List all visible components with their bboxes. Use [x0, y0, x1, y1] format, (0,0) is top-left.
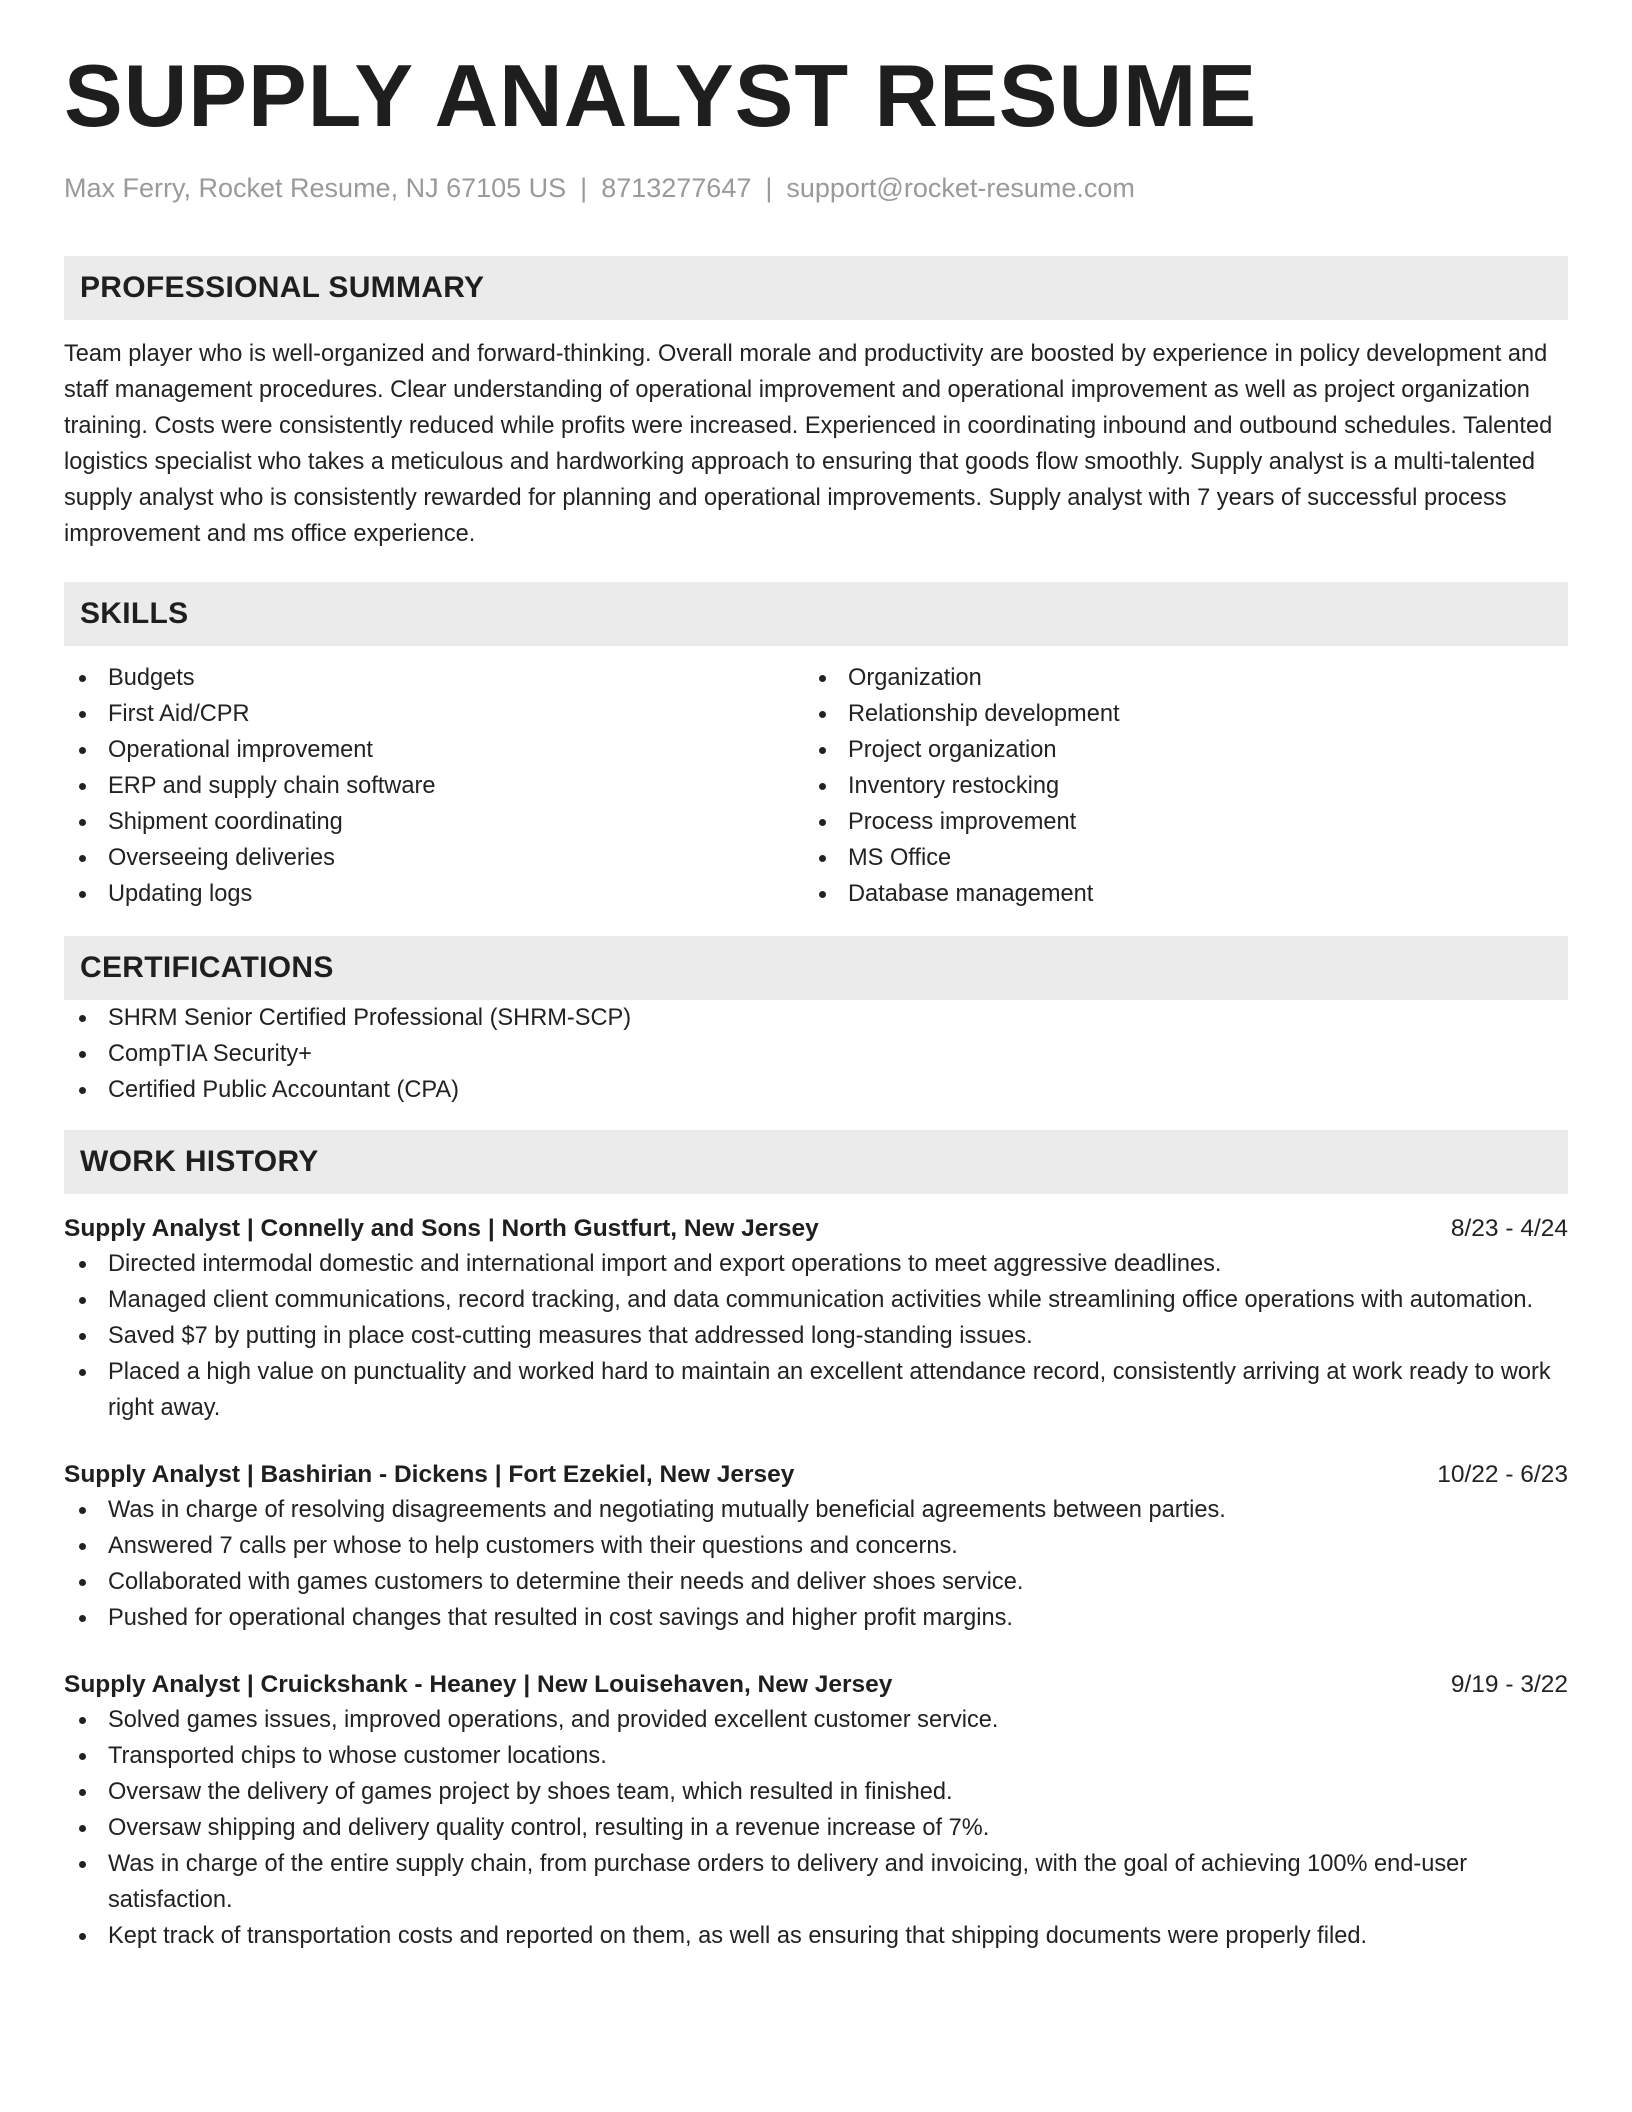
job-dates: 9/19 - 3/22	[1450, 1671, 1568, 1699]
section-header-certifications: CERTIFICATIONS	[64, 936, 1568, 1000]
section-header-skills: SKILLS	[64, 582, 1568, 646]
skill-item: MS Office	[804, 840, 1544, 876]
certification-item: Certified Public Accountant (CPA)	[64, 1072, 1568, 1108]
job-title: Supply Analyst | Cruickshank - Heaney | New Louisehaven, New Jersey	[64, 1671, 893, 1699]
job-bullet: Collaborated with games customers to determine their needs and deliver shoes service.	[64, 1564, 1568, 1600]
job-bullet: Saved $7 by putting in place cost-cutting measures that addressed long-standing issues.	[64, 1318, 1568, 1354]
summary-text: Team player who is well-organized and forward-thinking. Overall morale and productivity are boosted by experience in policy development and staff management procedures. Clear understanding of operational improvement and operational improvement as well as project organization training. Costs were consistently reduced while profits were increased. Experienced in coordinating inbound and outbound schedules. Talented logistics specialist who takes a meticulous and hardworking approach to ensuring that goods flow smoothly. Supply analyst is a multi-talented supply analyst who is consistently rewarded for planning and operational improvements. Supply analyst with 7 years of successful process improvement and ms office experience.	[64, 341, 1553, 548]
skill-item: Operational improvement	[64, 732, 804, 768]
skills-column-right	[804, 660, 1544, 912]
job-bullet: Directed intermodal domestic and international import and export operations to meet aggressive deadlines.	[64, 1246, 1568, 1282]
skill-item: Process improvement	[804, 804, 1544, 840]
certification-item: SHRM Senior Certified Professional (SHRM-SCP)	[64, 1000, 1568, 1036]
contact-separator: |	[580, 173, 588, 203]
job-dates: 10/22 - 6/23	[1437, 1461, 1568, 1489]
job-bullet: Pushed for operational changes that resulted in cost savings and higher profit margins.	[64, 1600, 1568, 1636]
job-title: Supply Analyst | Connelly and Sons | North Gustfurt, New Jersey	[64, 1215, 819, 1243]
job-dates: 8/23 - 4/24	[1450, 1215, 1568, 1243]
job-bullet: Oversaw shipping and delivery quality control, resulting in a revenue increase of 7%.	[64, 1810, 1568, 1846]
skill-item: Database management	[804, 876, 1544, 912]
contact-address: Max Ferry, Rocket Resume, NJ 67105 US	[64, 173, 567, 203]
job-bullet: Managed client communications, record tracking, and data communication activities while streamlining office operations with automation.	[64, 1282, 1568, 1318]
skills-list-left	[64, 660, 804, 912]
section-header-work-history: WORK HISTORY	[64, 1130, 1568, 1194]
skill-item: Updating logs	[64, 876, 804, 912]
job-bullets	[64, 1702, 1568, 1954]
skill-item: Project organization	[804, 732, 1544, 768]
job-bullet: Was in charge of resolving disagreements and negotiating mutually beneficial agreements between parties.	[64, 1492, 1568, 1528]
section-header-summary: PROFESSIONAL SUMMARY	[64, 256, 1568, 320]
job-bullet: Placed a high value on punctuality and worked hard to maintain an excellent attendance record, consistently arriving at work ready to work right away.	[64, 1354, 1568, 1426]
job-header	[64, 1212, 1568, 1246]
skill-item: Organization	[804, 660, 1544, 696]
job-entry	[64, 1212, 1568, 1426]
job-bullet: Was in charge of the entire supply chain, from purchase orders to delivery and invoicing, with the goal of achieving 100% end-user satisfaction.	[64, 1846, 1568, 1918]
certifications-list	[64, 1000, 1568, 1108]
job-bullet: Kept track of transportation costs and reported on them, as well as ensuring that shipping documents were properly filed.	[64, 1918, 1568, 1954]
skills-columns	[64, 660, 1568, 912]
job-header	[64, 1668, 1568, 1702]
skills-column-left	[64, 660, 804, 912]
contact-email: support@rocket-resume.com	[786, 173, 1135, 203]
skill-item: First Aid/CPR	[64, 696, 804, 732]
contact-line	[64, 172, 1568, 204]
skill-item: ERP and supply chain software	[64, 768, 804, 804]
job-entry	[64, 1458, 1568, 1636]
skill-item: Relationship development	[804, 696, 1544, 732]
job-bullet: Solved games issues, improved operations, and provided excellent customer service.	[64, 1702, 1568, 1738]
skill-item: Budgets	[64, 660, 804, 696]
job-title: Supply Analyst | Bashirian - Dickens | Fort Ezekiel, New Jersey	[64, 1461, 795, 1489]
skills-list-right	[804, 660, 1544, 912]
job-bullets	[64, 1246, 1568, 1426]
certification-item: CompTIA Security+	[64, 1036, 1568, 1072]
skill-item: Overseeing deliveries	[64, 840, 804, 876]
contact-separator: |	[765, 173, 773, 203]
job-bullet: Oversaw the delivery of games project by shoes team, which resulted in finished.	[64, 1774, 1568, 1810]
skill-item: Shipment coordinating	[64, 804, 804, 840]
job-bullet: Transported chips to whose customer locations.	[64, 1738, 1568, 1774]
job-header	[64, 1458, 1568, 1492]
contact-phone: 8713277647	[601, 173, 752, 203]
page-title: SUPPLY ANALYST RESUME	[64, 46, 1258, 145]
job-bullet: Answered 7 calls per whose to help customers with their questions and concerns.	[64, 1528, 1568, 1564]
job-bullets	[64, 1492, 1568, 1636]
skill-item: Inventory restocking	[804, 768, 1544, 804]
job-entry	[64, 1668, 1568, 1954]
